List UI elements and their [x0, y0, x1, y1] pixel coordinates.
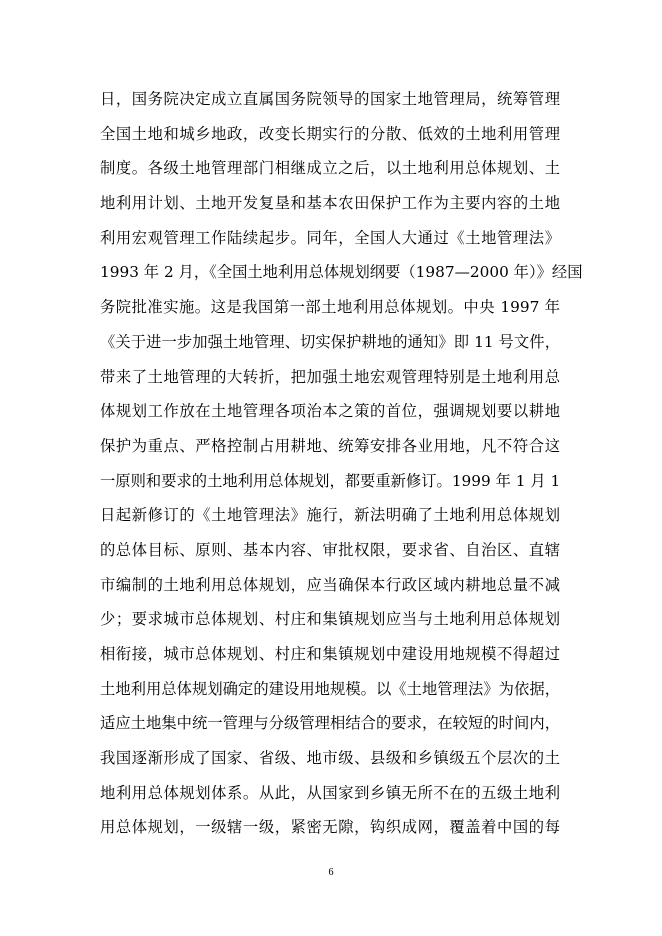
text-line: 体规划工作放在土地管理各项治本之策的首位，强调规划要以耕地	[100, 402, 560, 421]
text-line: 适应土地集中统一管理与分级管理相结合的要求，在较短的时间内，	[100, 714, 560, 733]
text-line: 《关于进一步加强土地管理、切实保护耕地的通知》即 11 号文件，	[100, 332, 560, 351]
text-line: 带来了土地管理的大转折，把加强土地宏观管理特别是土地利用总	[100, 367, 560, 386]
text-line: 市编制的土地利用总体规划，应当确保本行政区域内耕地总量不减	[100, 575, 560, 594]
text-line: 地利用计划、土地开发复垦和基本农田保护工作为主要内容的土地	[100, 194, 560, 213]
text-line: 地利用总体规划体系。从此，从国家到乡镇无所不在的五级土地利	[100, 783, 560, 802]
text-line: 土地利用总体规划确定的建设用地规模。以《土地管理法》为依据，	[100, 679, 560, 698]
text-line: 1993 年 2 月，《全国土地利用总体规划纲要（1987—2000 年）》经国	[100, 263, 583, 282]
text-line: 日起新修订的《土地管理法》施行，新法明确了土地利用总体规划	[100, 506, 560, 525]
text-line: 利用宏观管理工作陆续起步。同年，全国人大通过《土地管理法》	[100, 228, 560, 247]
body-paragraph	[100, 82, 583, 845]
text-line: 务院批准实施。这是我国第一部土地利用总体规划。中央 1997 年	[100, 298, 560, 317]
text-line: 制度。各级土地管理部门相继成立之后，以土地利用总体规划、土	[100, 159, 560, 178]
text-line: 保护为重点、严格控制占用耕地、统筹安排各业用地，凡不符合这	[100, 436, 560, 455]
text-line: 少；要求城市总体规划、村庄和集镇规划应当与土地利用总体规划	[100, 610, 560, 629]
text-line: 的总体目标、原则、基本内容、审批权限，要求省、自治区、直辖	[100, 540, 560, 559]
text-line: 我国逐渐形成了国家、省级、地市级、县级和乡镇级五个层次的土	[100, 749, 560, 768]
page-number: 6	[328, 867, 334, 878]
text-line: 相衔接，城市总体规划、村庄和集镇规划中建设用地规模不得超过	[100, 645, 560, 663]
text-line: 日，国务院决定成立直属国务院领导的国家土地管理局，统筹管理	[100, 90, 560, 108]
text-line: 用总体规划，一级辖一级，紧密无隙，钩织成网，覆盖着中国的每	[100, 818, 560, 837]
text-line: 一原则和要求的土地利用总体规划，都要重新修订。1999 年 1 月 1	[100, 471, 561, 490]
text-line: 全国土地和城乡地政，改变长期实行的分散、低效的土地利用管理	[100, 124, 560, 143]
